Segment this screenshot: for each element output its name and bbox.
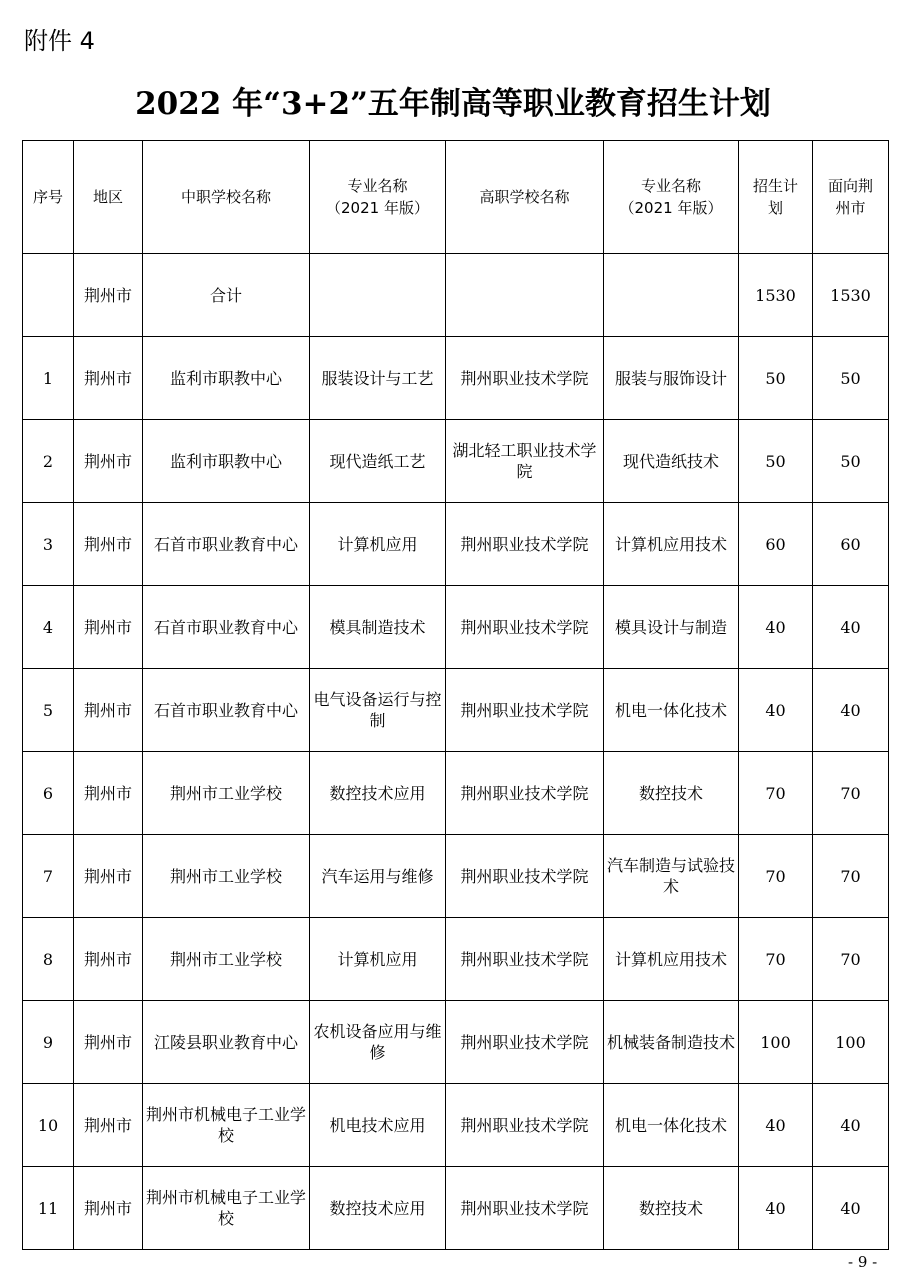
cell-higher-major: 机电一体化技术 [604, 1084, 739, 1167]
cell-plan: 70 [739, 835, 813, 918]
cell-higher-major: 机电一体化技术 [604, 669, 739, 752]
table-row [23, 337, 889, 420]
cell-secondary-major [310, 254, 446, 337]
cell-region: 荆州市 [74, 503, 143, 586]
document-title: 2022 年“3+2”五年制高等职业教育招生计划 [135, 86, 771, 122]
table-row [23, 503, 889, 586]
cell-plan: 1530 [739, 254, 813, 337]
cell-region: 荆州市 [74, 1084, 143, 1167]
cell-index: 2 [23, 420, 74, 503]
cell-secondary-major: 服装设计与工艺 [310, 337, 446, 420]
cell-higher-school: 荆州职业技术学院 [446, 1167, 604, 1250]
header-plan: 招生计 划 [739, 141, 813, 254]
cell-higher-school: 荆州职业技术学院 [446, 918, 604, 1001]
table-row [23, 752, 889, 835]
cell-higher-school: 荆州职业技术学院 [446, 337, 604, 420]
cell-region: 荆州市 [74, 337, 143, 420]
cell-higher-major: 汽车制造与试验技术 [604, 835, 739, 918]
cell-higher-school: 荆州职业技术学院 [446, 752, 604, 835]
page-number: - 9 - [848, 1253, 878, 1271]
cell-secondary-major: 现代造纸工艺 [310, 420, 446, 503]
cell-jingzhou-quota: 100 [813, 1001, 889, 1084]
cell-higher-major [604, 254, 739, 337]
table-row [23, 1001, 889, 1084]
cell-index: 7 [23, 835, 74, 918]
cell-region: 荆州市 [74, 835, 143, 918]
cell-higher-major: 计算机应用技术 [604, 918, 739, 1001]
cell-secondary-major: 数控技术应用 [310, 752, 446, 835]
header-secondary-school: 中职学校名称 [143, 141, 310, 254]
header-secondary-major: 专业名称 （2021 年版） [310, 141, 446, 254]
table-row [23, 835, 889, 918]
cell-higher-school: 荆州职业技术学院 [446, 1001, 604, 1084]
cell-jingzhou-quota: 40 [813, 586, 889, 669]
table-row [23, 669, 889, 752]
cell-higher-major: 数控技术 [604, 1167, 739, 1250]
total-row [23, 254, 889, 337]
cell-higher-major: 数控技术 [604, 752, 739, 835]
header-higher-school: 高职学校名称 [446, 141, 604, 254]
cell-higher-school: 荆州职业技术学院 [446, 835, 604, 918]
cell-secondary-major: 数控技术应用 [310, 1167, 446, 1250]
cell-higher-major: 现代造纸技术 [604, 420, 739, 503]
cell-region: 荆州市 [74, 254, 143, 337]
cell-secondary-school: 石首市职业教育中心 [143, 669, 310, 752]
cell-secondary-major: 机电技术应用 [310, 1084, 446, 1167]
cell-higher-major: 机械装备制造技术 [604, 1001, 739, 1084]
cell-index: 4 [23, 586, 74, 669]
cell-higher-major: 服装与服饰设计 [604, 337, 739, 420]
table-row [23, 1084, 889, 1167]
header-jingzhou-quota: 面向荆 州市 [813, 141, 889, 254]
cell-plan: 40 [739, 1167, 813, 1250]
cell-index: 11 [23, 1167, 74, 1250]
cell-region: 荆州市 [74, 420, 143, 503]
cell-higher-school: 湖北轻工职业技术学院 [446, 420, 604, 503]
cell-higher-school: 荆州职业技术学院 [446, 669, 604, 752]
cell-higher-school [446, 254, 604, 337]
cell-region: 荆州市 [74, 1001, 143, 1084]
cell-higher-school: 荆州职业技术学院 [446, 586, 604, 669]
cell-secondary-major: 汽车运用与维修 [310, 835, 446, 918]
cell-plan: 70 [739, 752, 813, 835]
header-higher-major: 专业名称 （2021 年版） [604, 141, 739, 254]
cell-index: 3 [23, 503, 74, 586]
cell-higher-major: 计算机应用技术 [604, 503, 739, 586]
cell-index [23, 254, 74, 337]
cell-jingzhou-quota: 50 [813, 420, 889, 503]
cell-jingzhou-quota: 70 [813, 835, 889, 918]
cell-secondary-school: 荆州市工业学校 [143, 752, 310, 835]
cell-secondary-school: 荆州市工业学校 [143, 835, 310, 918]
header-row [23, 141, 889, 254]
attachment-label: 附件 4 [24, 27, 95, 55]
cell-higher-school: 荆州职业技术学院 [446, 1084, 604, 1167]
cell-secondary-school: 石首市职业教育中心 [143, 586, 310, 669]
cell-index: 9 [23, 1001, 74, 1084]
cell-secondary-school: 荆州市工业学校 [143, 918, 310, 1001]
cell-index: 10 [23, 1084, 74, 1167]
cell-secondary-school: 监利市职教中心 [143, 337, 310, 420]
cell-plan: 100 [739, 1001, 813, 1084]
enrollment-plan-table [22, 140, 889, 1250]
cell-secondary-major: 计算机应用 [310, 918, 446, 1001]
cell-jingzhou-quota: 60 [813, 503, 889, 586]
cell-jingzhou-quota: 40 [813, 669, 889, 752]
cell-secondary-major: 计算机应用 [310, 503, 446, 586]
cell-index: 5 [23, 669, 74, 752]
cell-jingzhou-quota: 70 [813, 752, 889, 835]
cell-plan: 50 [739, 337, 813, 420]
cell-secondary-major: 电气设备运行与控制 [310, 669, 446, 752]
cell-index: 8 [23, 918, 74, 1001]
cell-plan: 50 [739, 420, 813, 503]
cell-region: 荆州市 [74, 918, 143, 1001]
cell-jingzhou-quota: 1530 [813, 254, 889, 337]
cell-higher-major: 模具设计与制造 [604, 586, 739, 669]
cell-secondary-school: 合计 [143, 254, 310, 337]
table-row [23, 586, 889, 669]
table-row [23, 918, 889, 1001]
cell-region: 荆州市 [74, 752, 143, 835]
cell-secondary-school: 监利市职教中心 [143, 420, 310, 503]
cell-secondary-major: 模具制造技术 [310, 586, 446, 669]
cell-plan: 60 [739, 503, 813, 586]
cell-jingzhou-quota: 40 [813, 1084, 889, 1167]
cell-plan: 40 [739, 1084, 813, 1167]
cell-region: 荆州市 [74, 586, 143, 669]
cell-secondary-school: 石首市职业教育中心 [143, 503, 310, 586]
header-index: 序号 [23, 141, 74, 254]
cell-plan: 70 [739, 918, 813, 1001]
cell-jingzhou-quota: 50 [813, 337, 889, 420]
cell-index: 6 [23, 752, 74, 835]
cell-region: 荆州市 [74, 1167, 143, 1250]
header-region: 地区 [74, 141, 143, 254]
cell-index: 1 [23, 337, 74, 420]
cell-secondary-school: 江陵县职业教育中心 [143, 1001, 310, 1084]
cell-plan: 40 [739, 586, 813, 669]
cell-jingzhou-quota: 70 [813, 918, 889, 1001]
cell-plan: 40 [739, 669, 813, 752]
cell-secondary-major: 农机设备应用与维修 [310, 1001, 446, 1084]
table-row [23, 1167, 889, 1250]
cell-secondary-school: 荆州市机械电子工业学校 [143, 1167, 310, 1250]
cell-higher-school: 荆州职业技术学院 [446, 503, 604, 586]
cell-region: 荆州市 [74, 669, 143, 752]
cell-secondary-school: 荆州市机械电子工业学校 [143, 1084, 310, 1167]
table-row [23, 420, 889, 503]
cell-jingzhou-quota: 40 [813, 1167, 889, 1250]
